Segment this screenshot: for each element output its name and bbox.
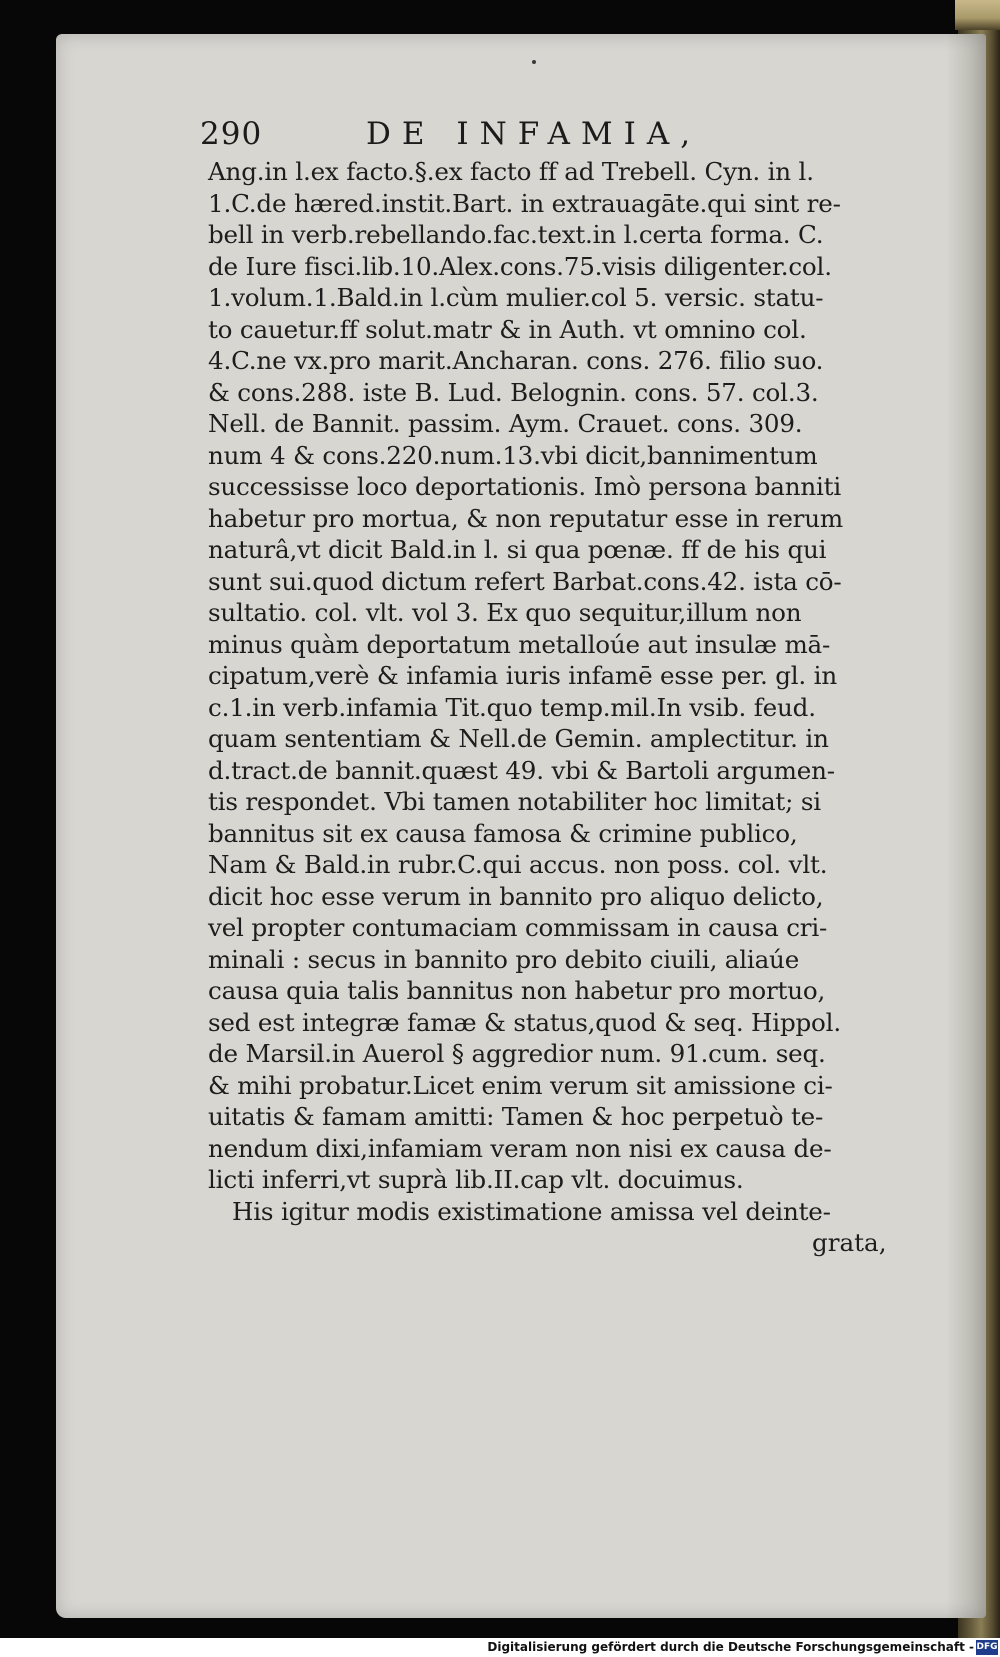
- text-line: bell in verb.rebellando.fac.text.in l.certa forma. C.: [208, 220, 824, 249]
- text-line: to cauetur.ff solut.matr & in Auth. vt omnino col.: [208, 314, 807, 344]
- text-line: bannitus sit ex causa famosa & crimine publico,: [208, 818, 798, 848]
- text-line: successisse loco deportationis. Imò persona banniti: [208, 472, 841, 501]
- text-line: naturâ,vt dicit Bald.in l. si qua pœnæ. ff de his qui: [208, 535, 827, 564]
- text-line: de Marsil.in Auerol § aggredior num. 91.cum. seq.: [208, 1039, 826, 1068]
- ink-dot: [532, 60, 536, 64]
- text-line: Ang.in l.ex facto.§.ex facto ff ad Trebell. Cyn. in l.: [208, 157, 814, 186]
- text-line: sed est integræ famæ & status,quod & seq. Hippol.: [208, 1007, 841, 1037]
- text-line: d.tract.de bannit.quæst 49. vbi & Bartoli argumen-: [208, 755, 835, 785]
- text-line: uitatis & famam amitti: Tamen & hoc perpetuò te-: [208, 1102, 824, 1131]
- text-line: licti inferri,vt suprà lib.II.cap vlt. docuimus.: [208, 1165, 744, 1194]
- text-line: habetur pro mortua, & non reputatur esse in rerum: [208, 503, 843, 533]
- text-line: sunt sui.quod dictum refert Barbat.cons.42. ista cō-: [208, 566, 842, 596]
- text-line: cipatum,verè & infamia iuris infamē esse per. gl. in: [208, 661, 837, 690]
- text-line: & cons.288. iste B. Lud. Belognin. cons. 57. col.3.: [208, 377, 819, 407]
- page-header: [200, 116, 780, 156]
- text-line: 1.C.de hæred.instit.Bart. in extrauagāte.qui sint re-: [208, 188, 841, 218]
- text-line: & mihi probatur.Licet enim verum sit amissione ci-: [208, 1070, 833, 1100]
- text-line: sultatio. col. vlt. vol 3. Ex quo sequitur,illum non: [208, 598, 802, 627]
- text-line: 4.C.ne vx.pro marit.Ancharan. cons. 276. filio suo.: [208, 346, 824, 375]
- running-head: DE INFAMIA,: [366, 116, 702, 152]
- text-line: dicit hoc esse verum in bannito pro aliquo delicto,: [208, 881, 824, 911]
- text-line: Nam & Bald.in rubr.C.qui accus. non poss. col. vlt.: [208, 850, 828, 879]
- body-text: [208, 156, 938, 1227]
- text-line: minali : secus in bannito pro debito ciuili, aliaúe: [208, 944, 800, 974]
- dfg-logo: DFG: [976, 1640, 998, 1655]
- text-line: tis respondet. Vbi tamen notabiliter hoc limitat; si: [208, 787, 821, 816]
- text-line: quam sententiam & Nell.de Gemin. amplectitur. in: [208, 724, 829, 753]
- text-line: c.1.in verb.infamia Tit.quo temp.mil.In vsib. feud.: [208, 692, 816, 722]
- digitization-credit: Digitalisierung gefördert durch die Deutsche Forschungsgemeinschaft -: [487, 1640, 974, 1654]
- text-line-indented: His igitur modis existimatione amissa vel deinte-: [232, 1196, 831, 1226]
- page-gutter-shadow: [946, 34, 986, 1618]
- text-line: nendum dixi,infamiam veram non nisi ex causa de-: [208, 1133, 832, 1163]
- text-line: vel propter contumaciam commissam in causa cri-: [208, 913, 828, 942]
- text-line: causa quia talis bannitus non habetur pro mortuo,: [208, 976, 826, 1005]
- page-number: 290: [200, 116, 263, 152]
- text-line: Nell. de Bannit. passim. Aym. Crauet. cons. 309.: [208, 409, 803, 438]
- text-line: num 4 & cons.220.num.13.vbi dicit,bannimentum: [208, 440, 818, 470]
- book-corner: [955, 0, 1000, 30]
- text-line: de Iure fisci.lib.10.Alex.cons.75.visis diligenter.col.: [208, 251, 832, 281]
- catchword: grata,: [812, 1228, 887, 1257]
- text-line: 1.volum.1.Bald.in l.cùm mulier.col 5. versic. statu-: [208, 283, 824, 312]
- text-line: minus quàm deportatum metalloúe aut insulæ mā-: [208, 629, 831, 659]
